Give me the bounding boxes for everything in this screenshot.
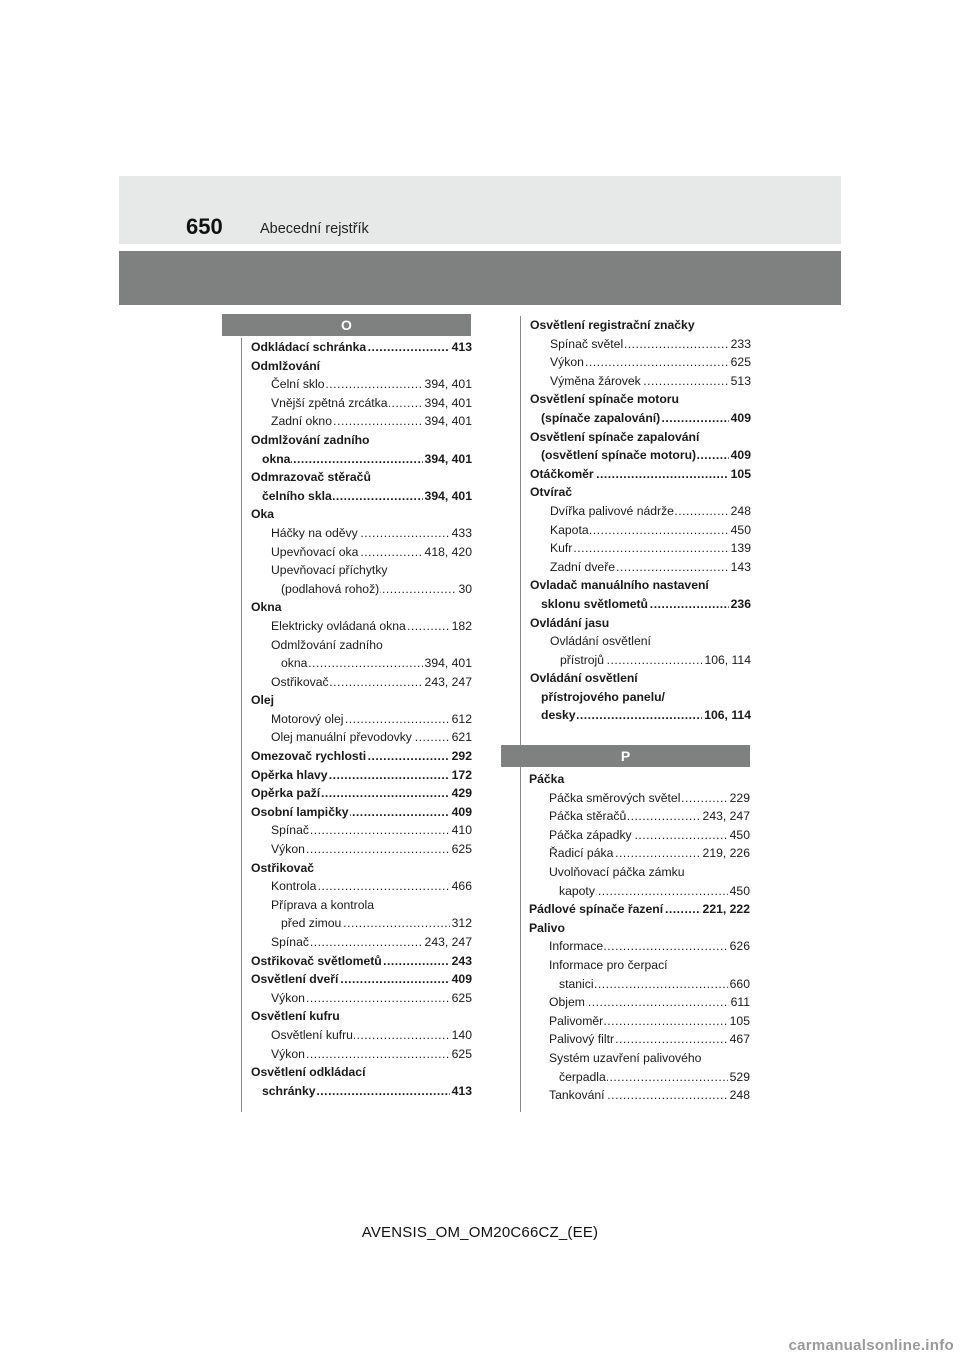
- index-entry: [251, 617, 472, 636]
- entry-term: kapoty: [559, 883, 595, 898]
- entry-page-ref[interactable]: 625: [450, 840, 472, 859]
- entry-page-ref[interactable]: 243, 247: [423, 933, 472, 952]
- entry-term: Páčka: [529, 772, 565, 786]
- entry-term: Výkon: [271, 842, 305, 857]
- index-entry: [530, 651, 751, 670]
- entry-term: Ovládání osvětlení: [530, 671, 638, 686]
- index-entry: [251, 933, 472, 952]
- entry-page-ref[interactable]: 233: [729, 335, 751, 354]
- index-entry: [251, 1082, 472, 1101]
- index-entry: [251, 505, 472, 524]
- index-entry: [251, 914, 472, 933]
- entry-term: Okna: [251, 600, 282, 615]
- entry-term: Ostřikovač: [251, 860, 315, 875]
- index-entry: [529, 900, 750, 919]
- entry-term: Ovládání osvětlení: [550, 634, 651, 649]
- entry-term: Výkon: [550, 355, 584, 370]
- entry-term: Osvětlení spínače motoru: [530, 392, 679, 407]
- entry-term: Pádlové spínače řazení: [529, 902, 664, 917]
- entry-term: Zadní okno: [271, 414, 332, 429]
- index-entry: [529, 807, 750, 826]
- entry-list-right-o: [530, 316, 751, 725]
- entry-term: Čelní sklo: [271, 377, 325, 392]
- entry-term: Kontrola: [271, 879, 317, 894]
- entry-term: Informace: [549, 939, 604, 954]
- index-entry: [251, 524, 472, 543]
- entry-page-ref[interactable]: 660: [728, 975, 750, 994]
- index-entry: [251, 896, 472, 915]
- entry-page-ref[interactable]: 105: [729, 465, 751, 484]
- index-letter-p: P: [501, 745, 750, 767]
- index-entry: [530, 465, 751, 484]
- entry-term: přístrojového panelu/: [541, 689, 665, 704]
- index-entry: [530, 483, 751, 502]
- entry-term: Dvířka palivové nádrže: [550, 503, 674, 518]
- entry-page-ref[interactable]: 243: [450, 952, 472, 971]
- index-entry: [251, 375, 472, 394]
- entry-page-ref[interactable]: 413: [450, 1082, 472, 1101]
- entry-term: Palivoměr: [549, 1013, 604, 1028]
- entry-page-ref[interactable]: 219, 226: [701, 844, 750, 863]
- watermark: carmanualsonline.info: [788, 1337, 954, 1354]
- entry-term: Osvětlení dveří: [251, 972, 339, 987]
- index-entry: [530, 353, 751, 372]
- entry-term: Páčka stěračů: [549, 809, 627, 824]
- index-entry: [251, 580, 472, 599]
- entry-term: Systém uzavření palivového: [549, 1050, 702, 1065]
- entry-list-right-p: [529, 770, 750, 1105]
- index-entry: [251, 803, 472, 822]
- entry-term: Objem: [549, 995, 585, 1010]
- entry-page-ref[interactable]: 409: [450, 970, 472, 989]
- index-entry: [251, 840, 472, 859]
- index-entry: [251, 543, 472, 562]
- entry-term: Kufr: [550, 541, 573, 556]
- index-entry: [529, 956, 750, 975]
- index-entry: [529, 863, 750, 882]
- index-entry: [251, 766, 472, 785]
- entry-page-ref[interactable]: 248: [728, 1086, 750, 1105]
- index-entry: [251, 1045, 472, 1064]
- entry-page-ref[interactable]: 243, 247: [423, 673, 472, 692]
- entry-term: Motorový olej: [271, 711, 344, 726]
- entry-term: Ostřikovač světlometů: [251, 953, 382, 968]
- entry-page-ref[interactable]: 394, 401: [423, 450, 472, 469]
- entry-page-ref[interactable]: 409: [729, 446, 751, 465]
- index-entry: [530, 558, 751, 577]
- entry-page-ref[interactable]: 429: [450, 784, 472, 803]
- index-entry: [251, 636, 472, 655]
- index-entry: [530, 706, 751, 725]
- index-entry: [251, 747, 472, 766]
- entry-page-ref[interactable]: 409: [450, 803, 472, 822]
- index-entry: [530, 502, 751, 521]
- entry-page-ref[interactable]: 467: [728, 1030, 750, 1049]
- entry-term: Příprava a kontrola: [271, 897, 374, 912]
- index-entry: [251, 654, 472, 673]
- entry-term: desky: [541, 708, 576, 723]
- entry-page-ref[interactable]: 450: [729, 521, 751, 540]
- entry-term: Odmlžování zadního: [251, 432, 370, 447]
- index-entry: [530, 372, 751, 391]
- entry-page-ref[interactable]: 409: [729, 409, 751, 428]
- entry-page-ref[interactable]: 229: [728, 789, 750, 808]
- entry-term: Omezovač rychlosti: [251, 749, 367, 764]
- entry-term: Opěrka paží: [251, 786, 321, 801]
- index-entry: [529, 1030, 750, 1049]
- entry-term: stanici: [559, 976, 594, 991]
- entry-page-ref[interactable]: 139: [729, 539, 751, 558]
- entry-page-ref[interactable]: 394, 401: [423, 394, 472, 413]
- index-entry: [530, 521, 751, 540]
- entry-page-ref[interactable]: 612: [450, 710, 472, 729]
- entry-page-ref[interactable]: 143: [729, 558, 751, 577]
- entry-term: Kapota: [550, 522, 589, 537]
- entry-page-ref[interactable]: 394, 401: [423, 487, 472, 506]
- entry-term: Ovladač manuálního nastavení: [530, 578, 709, 593]
- entry-page-ref[interactable]: 529: [728, 1068, 750, 1087]
- index-letter-o: O: [222, 314, 471, 336]
- index-entry: [251, 412, 472, 431]
- entry-term: okna: [262, 451, 291, 466]
- entry-term: Opěrka hlavy: [251, 767, 328, 782]
- index-entry: [529, 1068, 750, 1087]
- index-entry: [251, 673, 472, 692]
- entry-term: Spínač: [271, 935, 309, 949]
- index-entry: [530, 576, 751, 595]
- entry-term: Osvětlení spínače zapalování: [530, 429, 700, 444]
- entry-term: Uvolňovací páčka zámku: [549, 864, 685, 879]
- header-dark-band: [119, 251, 841, 305]
- entry-term: sklonu světlometů: [541, 596, 649, 611]
- entry-page-ref[interactable]: 312: [450, 914, 472, 933]
- entry-term: Osvětlení kufru: [251, 1009, 340, 1024]
- index-entry: [251, 989, 472, 1008]
- entry-term: Osvětlení odkládací: [251, 1065, 366, 1080]
- index-entry: [251, 1026, 472, 1045]
- entry-term: Výkon: [271, 1046, 305, 1061]
- entry-term: Osvětlení registrační značky: [530, 318, 695, 332]
- index-entry: [530, 669, 751, 688]
- entry-term: (osvětlení spínače motoru): [541, 448, 697, 463]
- index-entry: [251, 394, 472, 413]
- entry-term: Vnější zpětná zrcátka: [271, 395, 388, 410]
- index-entry: [251, 821, 472, 840]
- index-entry: [529, 993, 750, 1012]
- index-entry: [529, 1012, 750, 1031]
- entry-term: Tankování: [549, 1088, 605, 1103]
- entry-page-ref[interactable]: 243, 247: [701, 807, 750, 826]
- entry-term: Odmlžování zadního: [271, 637, 383, 652]
- section-title: Abecední rejstřík: [260, 221, 369, 237]
- index-entry: [529, 770, 750, 789]
- document-code: AVENSIS_OM_OM20C66CZ_(EE): [361, 1224, 599, 1241]
- index-entry: [529, 844, 750, 863]
- entry-term: Otvírač: [530, 485, 573, 500]
- entry-page-ref[interactable]: 450: [728, 882, 750, 901]
- entry-page-ref[interactable]: 611: [729, 993, 750, 1012]
- entry-term: Řadicí páka: [549, 846, 614, 861]
- entry-term: (spínače zapalování): [541, 410, 661, 425]
- entry-term: Páčka směrových světel: [549, 790, 681, 805]
- entry-page-ref[interactable]: 513: [729, 372, 751, 391]
- entry-term: schránky: [262, 1083, 316, 1098]
- index-entry: [251, 970, 472, 989]
- entry-term: Palivo: [529, 920, 565, 935]
- index-entry: [530, 409, 751, 428]
- index-entry: [530, 595, 751, 614]
- page-number: 650: [186, 214, 223, 239]
- index-entry: [530, 688, 751, 707]
- entry-term: čerpadla: [559, 1069, 606, 1084]
- index-entry: [530, 539, 751, 558]
- entry-page-ref[interactable]: 625: [450, 989, 472, 1008]
- entry-page-ref[interactable]: 450: [728, 826, 750, 845]
- index-entry: [251, 561, 472, 580]
- entry-page-ref[interactable]: 413: [450, 338, 472, 357]
- index-entry: [251, 1063, 472, 1082]
- index-entry: [251, 691, 472, 710]
- entry-page-ref[interactable]: 433: [450, 524, 472, 543]
- index-entry: [251, 877, 472, 896]
- entry-page-ref[interactable]: 140: [450, 1026, 472, 1045]
- index-entry: [529, 919, 750, 938]
- index-entry: [251, 598, 472, 617]
- index-entry: [530, 428, 751, 447]
- index-entry: [251, 1007, 472, 1026]
- entry-term: Spínač světel: [550, 336, 624, 351]
- entry-term: Olej manuální převodovky: [271, 730, 412, 745]
- index-entry: [529, 789, 750, 808]
- entry-term: Výměna žárovek: [550, 373, 641, 388]
- index-entry: [530, 390, 751, 409]
- entry-term: Elektricky ovládaná okna: [271, 618, 406, 633]
- entry-page-ref[interactable]: 410: [450, 821, 472, 840]
- entry-page-ref[interactable]: 30: [456, 580, 472, 599]
- entry-term: Ostřikovač: [271, 674, 329, 689]
- index-entry: [251, 487, 472, 506]
- entry-page-ref[interactable]: 466: [450, 877, 472, 896]
- entry-term: Odmlžování: [251, 358, 321, 373]
- entry-term: Výkon: [271, 990, 305, 1005]
- entry-term: okna: [281, 656, 308, 671]
- index-column-left: [241, 338, 472, 1112]
- entry-list-left: [251, 338, 472, 1100]
- index-entry: [251, 784, 472, 803]
- entry-page-ref[interactable]: 106, 114: [702, 706, 751, 725]
- index-entry: [530, 316, 751, 335]
- index-entry: [530, 632, 751, 651]
- entry-term: Odmrazovač stěračů: [251, 470, 371, 485]
- entry-page-ref[interactable]: 172: [450, 766, 472, 785]
- entry-page-ref[interactable]: 625: [729, 353, 751, 372]
- header-band: [119, 176, 841, 244]
- entry-term: Spínač: [271, 823, 309, 838]
- entry-term: Olej: [251, 693, 275, 708]
- entry-page-ref[interactable]: 625: [450, 1045, 472, 1064]
- entry-term: Informace pro čerpací: [549, 957, 668, 972]
- entry-term: přístrojů: [560, 652, 605, 667]
- entry-term: před zimou: [281, 916, 342, 931]
- entry-term: Oka: [251, 507, 275, 522]
- entry-term: (podlahová rohož): [281, 581, 380, 596]
- index-entry: [251, 431, 472, 450]
- entry-page-ref[interactable]: 221, 222: [701, 900, 750, 919]
- entry-term: Palivový filtr: [549, 1032, 615, 1047]
- entry-term: Zadní dveře: [550, 559, 616, 574]
- entry-page-ref[interactable]: 236: [729, 595, 751, 614]
- index-entry: [251, 338, 472, 357]
- index-entry: [251, 728, 472, 747]
- entry-page-ref[interactable]: 394, 401: [423, 412, 472, 431]
- index-entry: [251, 450, 472, 469]
- entry-term: Upevňovací příchytky: [271, 563, 388, 578]
- entry-page-ref[interactable]: 182: [450, 617, 472, 636]
- entry-term: Osvětlení kufru: [271, 1027, 353, 1042]
- entry-page-ref[interactable]: 626: [728, 937, 750, 956]
- entry-page-ref[interactable]: 248: [729, 502, 751, 521]
- entry-term: Páčka západky: [549, 827, 632, 842]
- entry-page-ref[interactable]: 105: [728, 1012, 750, 1031]
- entry-term: Osobní lampičky: [251, 804, 349, 819]
- index-entry: [251, 710, 472, 729]
- index-entry: [529, 1049, 750, 1068]
- entry-term: Háčky na oděvy: [271, 525, 358, 540]
- index-entry: [529, 826, 750, 845]
- entry-term: Upevňovací oka: [271, 544, 359, 559]
- entry-page-ref[interactable]: 394, 401: [423, 654, 472, 673]
- entry-term: Otáčkoměr: [530, 466, 594, 481]
- entry-term: Odkládací schránka: [251, 340, 367, 354]
- index-entry: [530, 614, 751, 633]
- index-entry: [530, 446, 751, 465]
- index-entry: [529, 882, 750, 901]
- entry-page-ref[interactable]: 394, 401: [423, 375, 472, 394]
- index-entry: [251, 859, 472, 878]
- index-entry: [529, 975, 750, 994]
- index-entry: [251, 952, 472, 971]
- index-entry: [529, 937, 750, 956]
- entry-page-ref[interactable]: 621: [450, 728, 472, 747]
- entry-page-ref[interactable]: 106, 114: [702, 651, 751, 670]
- index-entry: [251, 357, 472, 376]
- entry-term: čelního skla: [262, 488, 332, 503]
- entry-page-ref[interactable]: 418, 420: [423, 543, 472, 562]
- index-entry: [530, 335, 751, 354]
- entry-term: Ovládání jasu: [530, 615, 610, 630]
- entry-page-ref[interactable]: 292: [450, 747, 472, 766]
- index-entry: [529, 1086, 750, 1105]
- index-entry: [251, 468, 472, 487]
